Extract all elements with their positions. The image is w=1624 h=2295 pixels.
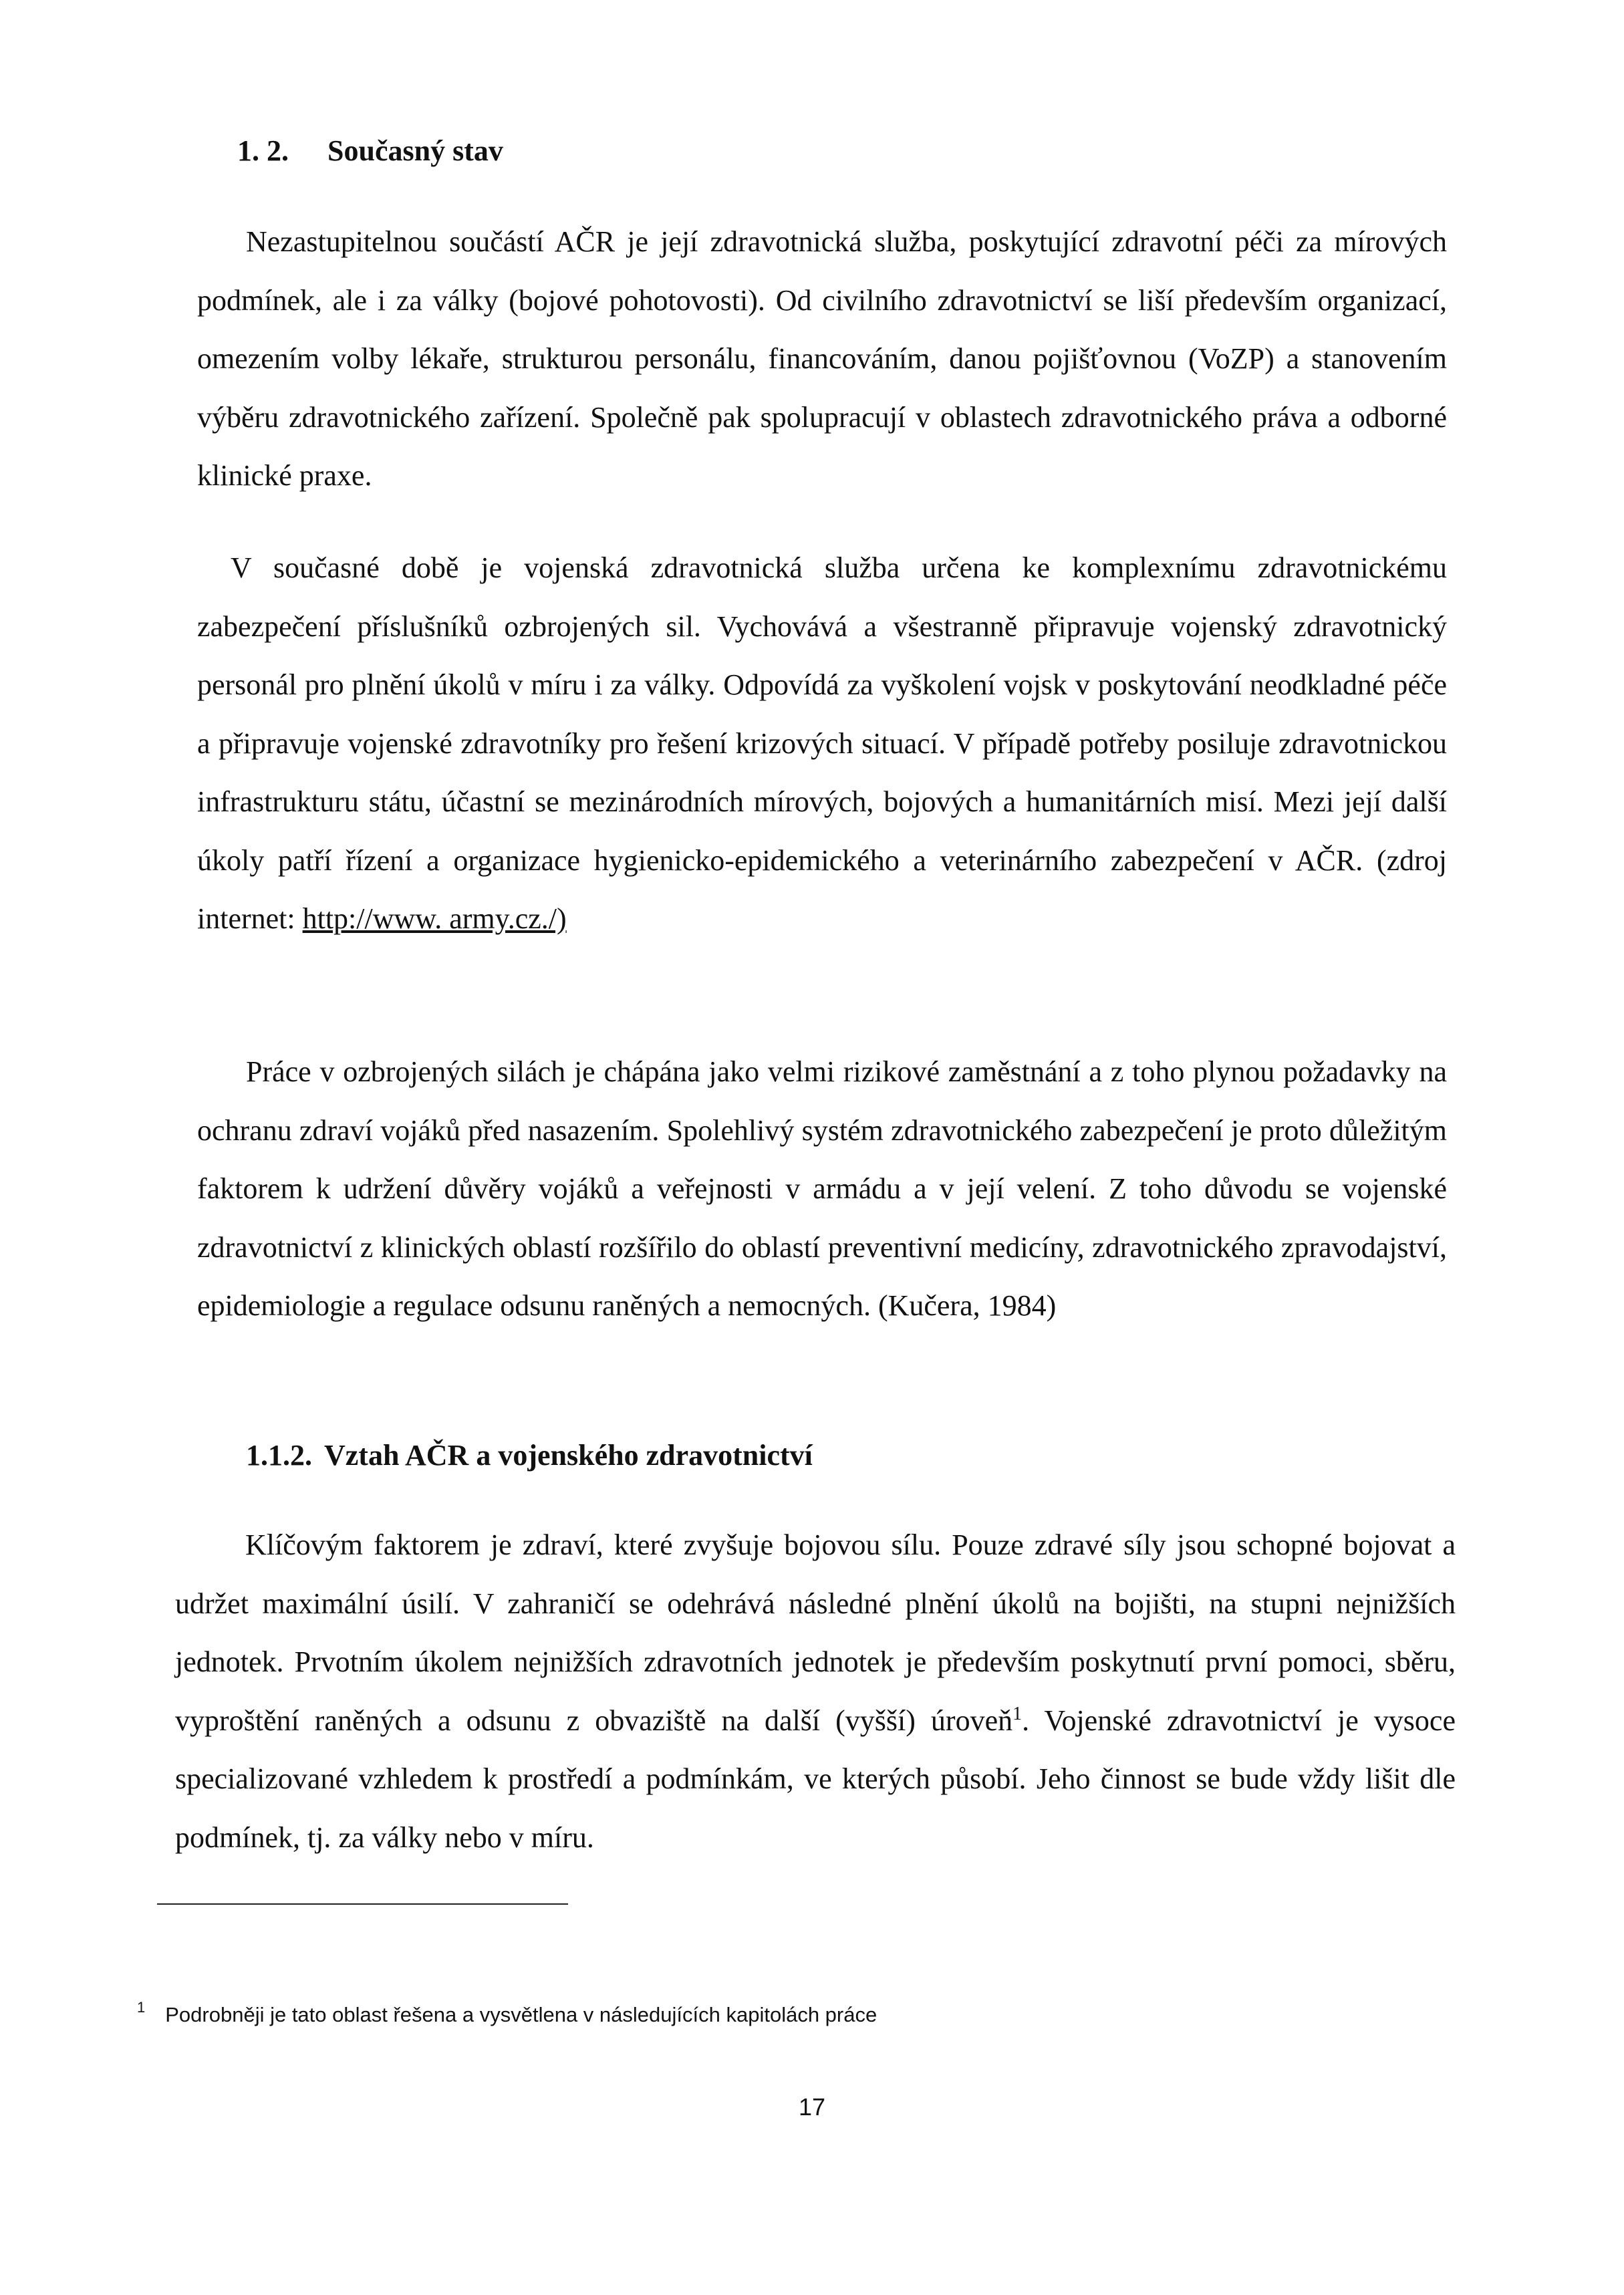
footnote-text: Podrobněji je tato oblast řešena a vysvětlena v následujících kapitolách práce bbox=[165, 2003, 877, 2026]
paragraph-key-factor-continuation: . Vojenské zdravotnictví je vysoce specializované vzhledem k prostředí a podmínkám, ve kterých působí. Jeho činnost se bude vždy lišit dle podmínek, tj. za války nebo v míru. bbox=[175, 1704, 1456, 1854]
source-link[interactable]: http://www. army.cz./) bbox=[302, 902, 567, 935]
source-prefix: (zdroj internet: bbox=[197, 843, 1448, 935]
page-number: 17 bbox=[798, 2093, 826, 2121]
section-number: 1. 2. bbox=[237, 134, 289, 167]
section-heading-relationship bbox=[246, 1441, 813, 1470]
paragraph-key-factor bbox=[175, 1516, 1456, 1867]
paragraph-health-protection: Práce v ozbrojených silách je chápána jako velmi rizikové zaměstnání a z toho plynou požadavky na ochranu zdraví vojáků před nasazením. Spolehlivý systém zdravotnického zabezpečení je proto důležitým faktorem k udržení důvěry vojáků a veřejnosti v armádu a v její velení. Z toho důvodu se vojenské zdravotnictví z klinických oblastí rozšířilo do oblastí preventivní medicíny, zdravotnického zpravodajství, epidemiologie a regulace odsunu raněných a nemocných. (Kučera, 1984) bbox=[197, 1055, 1447, 1322]
footnote-mark: 1 bbox=[137, 1999, 146, 2016]
section-title: Vztah AČR a vojenského zdravotnictví bbox=[324, 1439, 813, 1472]
footnote-divider bbox=[157, 1903, 568, 1905]
paragraph-health-service: Nezastupitelnou součástí AČR je její zdravotnická služba, poskytující zdravotní péči za mírových podmínek, ale i za války (bojové pohotovosti). Od civilního zdravotnictví se liší především organizací, omezením volby lékaře, strukturou personálu, financováním, danou pojišťovnou (VoZP) a stanovením výběru zdravotnického zařízení. Společně pak spolupracují v oblastech zdravotnického práva a odborné klinické praxe. bbox=[197, 225, 1447, 492]
footnote bbox=[137, 1999, 1273, 2027]
paragraph-military-medical-tasks bbox=[197, 539, 1447, 948]
paragraph-key-factor-text: Klíčovým faktorem je zdraví, které zvyšuje bojovou sílu. Pouze zdravé síly jsou schopné bojovat a udržet maximální úsilí. V zahraničí se odehrává následné plnění úkolů na bojišti, na stupni nejnižších jednotek. Prvotním úkolem nejnižších zdravotních jednotek je především poskytnutí první pomoci, sběru, vyproštění raněných a odsunu z obvaziště na další (vyšší) úroveň bbox=[175, 1528, 1456, 1737]
paragraph-military-medical-tasks-text: V současné době je vojenská zdravotnická služba určena ke komplexnímu zdravotnickému zabezpečení příslušníků ozbrojených sil. Vychovává a všestranně připravuje vojenský zdravotnický personál pro plnění úkolů v míru i za války. Odpovídá za vyškolení vojsk v poskytování neodkladné péče a připravuje vojenské zdravotníky pro řešení krizových situací. V případě potřeby posiluje zdravotnickou infrastrukturu státu, účastní se mezinárodních mírových, bojových a humanitárních misí. Mezi její další úkoly patří řízení a organizace hygienicko-epidemického a veterinárního zabezpečení v AČR. bbox=[197, 551, 1447, 877]
section-title: Současný stav bbox=[327, 134, 503, 167]
footnote-reference[interactable]: 1 bbox=[1012, 1703, 1023, 1724]
section-heading-current-state bbox=[237, 136, 503, 166]
section-number: 1.1.2. bbox=[246, 1439, 312, 1472]
